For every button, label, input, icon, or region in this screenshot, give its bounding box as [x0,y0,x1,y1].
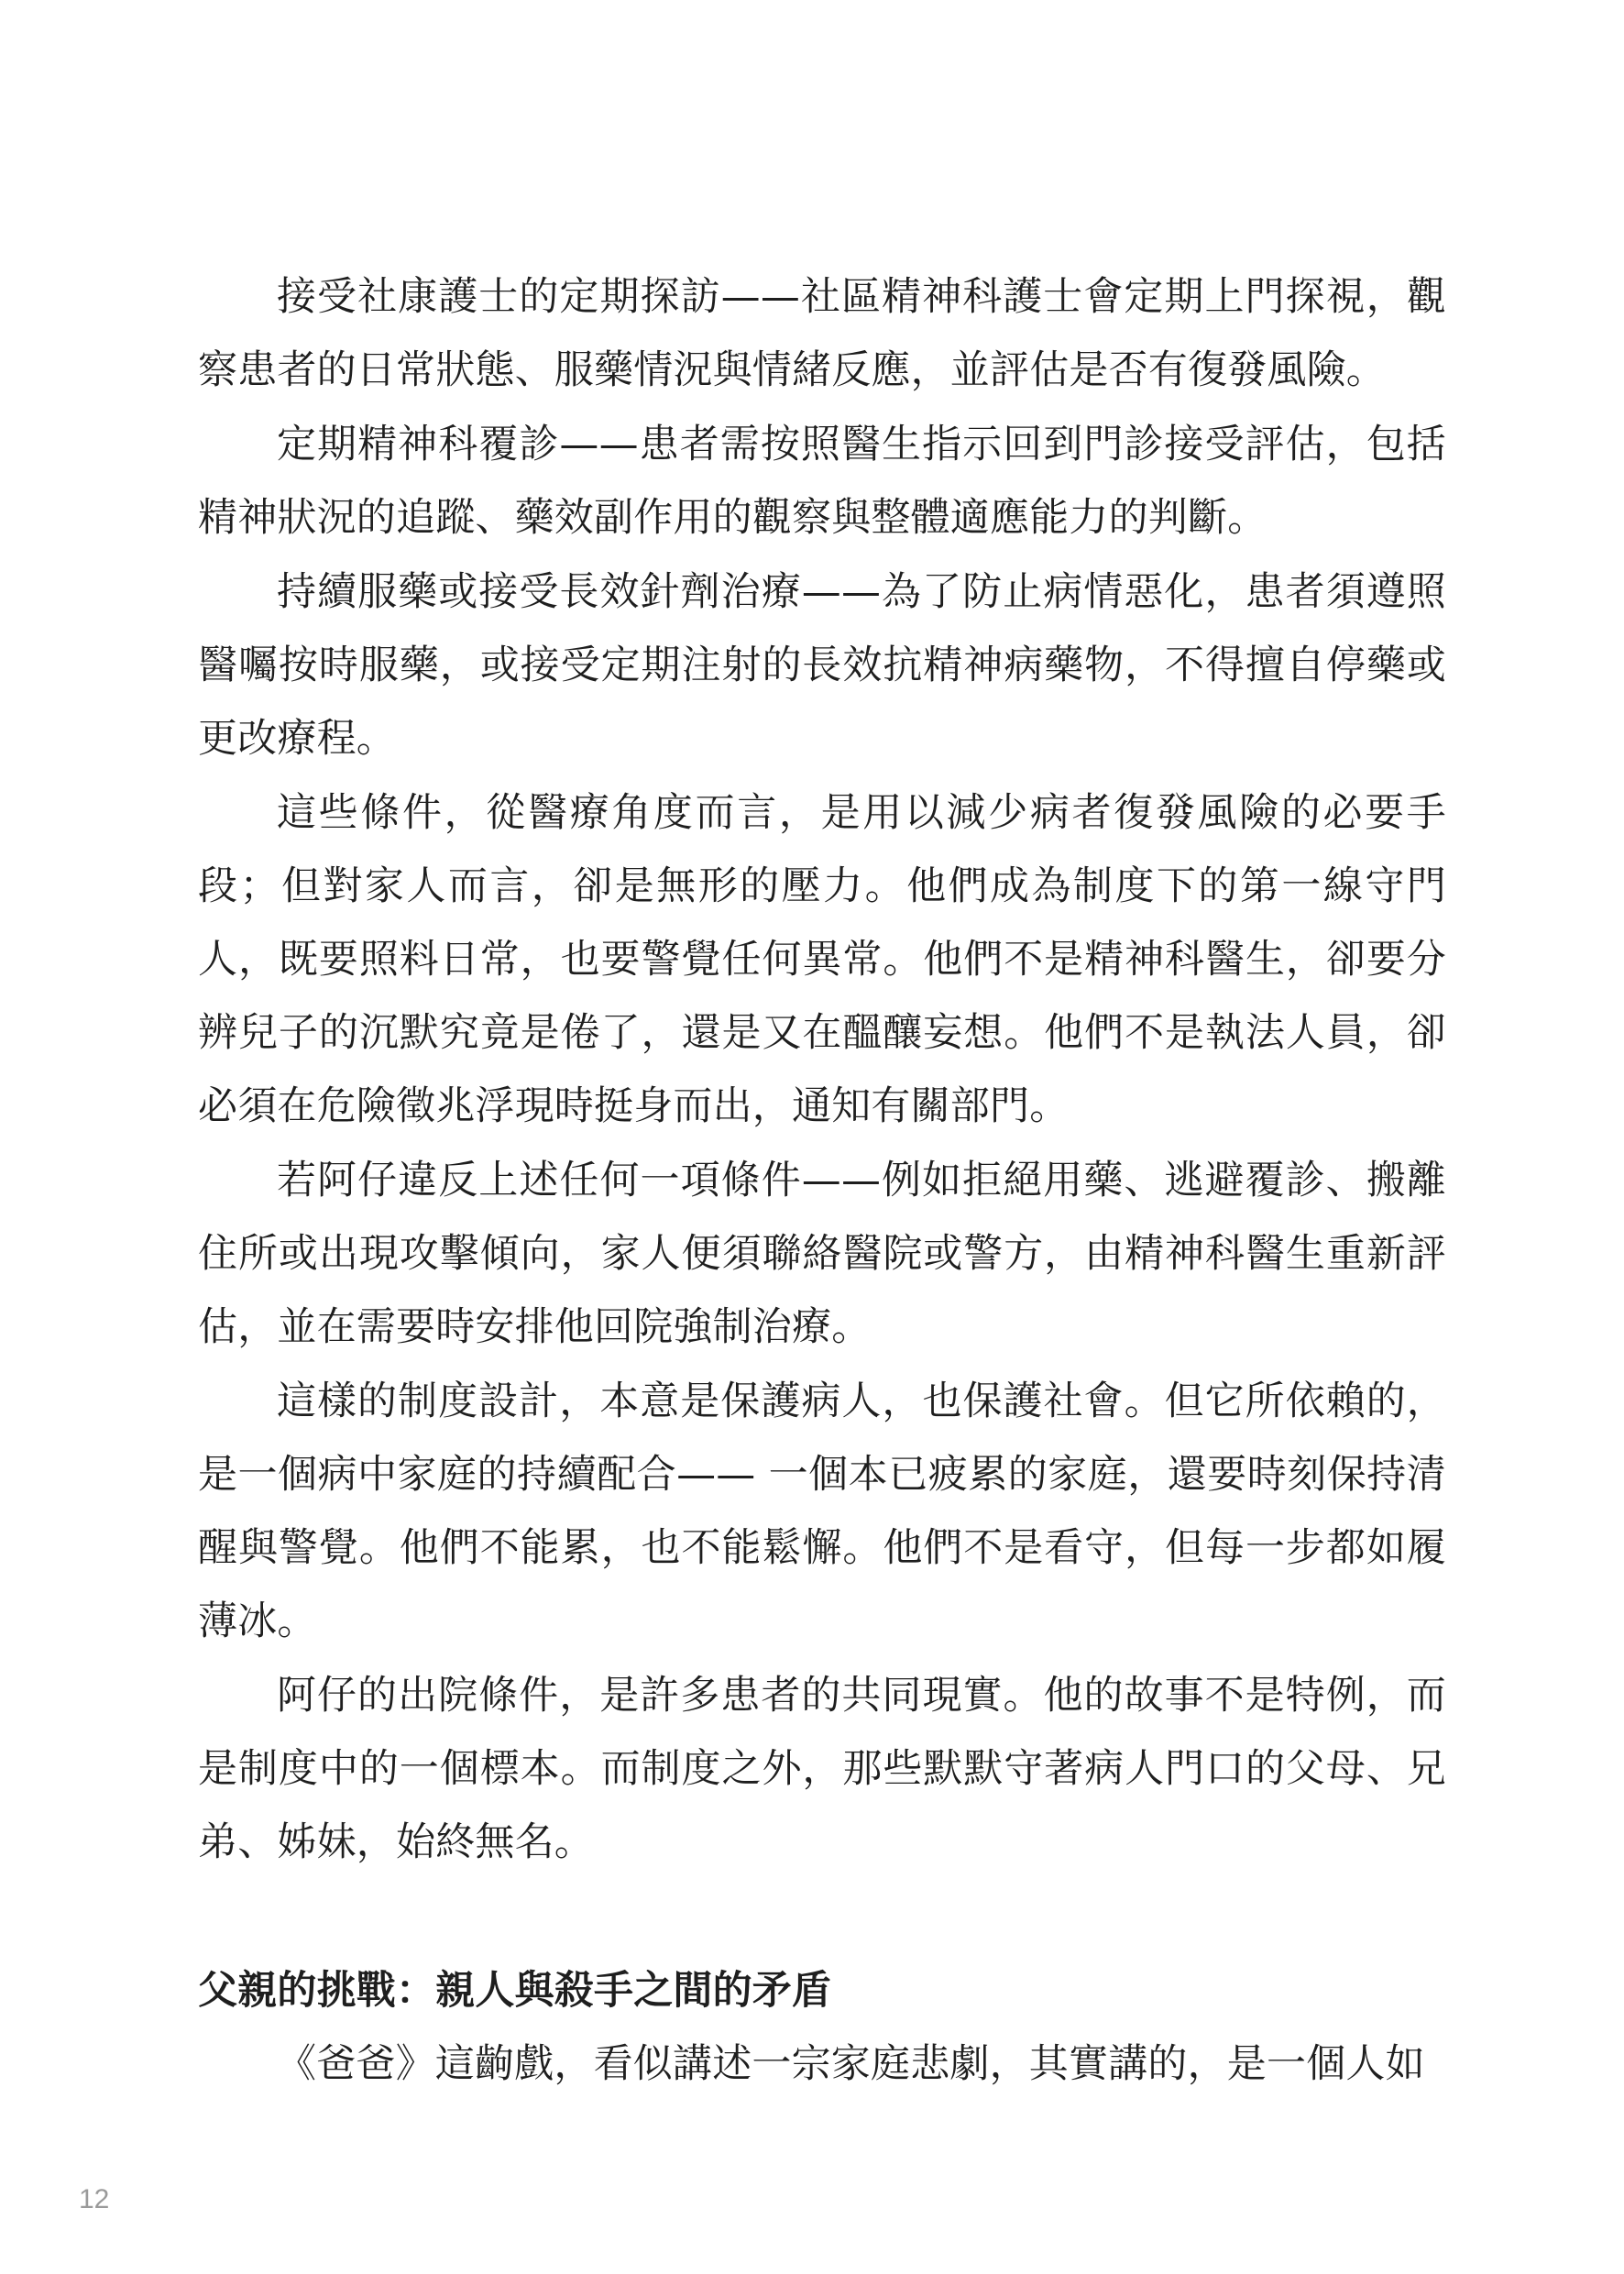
section-heading: 父親的挑戰：親人與殺手之間的矛盾 [198,1968,832,2014]
paragraph-follow-up: 定期精神科覆診——患者需按照醫生指示回到門診接受評估，包括精神狀況的追蹤、藥效副作用的觀察與整體適應能力的判斷。 [198,422,1446,541]
paragraph-violation: 若阿仔違反上述任何一項條件——例如拒絕用藥、逃避覆診、搬離住所或出現攻擊傾向，家人便須聯絡醫院或警方，由精神科醫生重新評估，並在需要時安排他回院強制治療。 [198,1158,1446,1350]
paragraph-system-design: 這樣的制度設計，本意是保護病人，也保護社會。但它所依賴的，是一個病中家庭的持續配合—— 一個本已疲累的家庭，還要時刻保持清醒與警覺。他們不能累，也不能鬆懈。他們不是看守，但每一步都如履薄冰。 [198,1379,1446,1644]
paragraph-family-pressure: 這些條件，從醫療角度而言，是用以減少病者復發風險的必要手段；但對家人而言，卻是無形的壓力。他們成為制度下的第一線守門人，既要照料日常，也要警覺任何異常。他們不是精神科醫生，卻要分辨兒子的沉默究竟是倦了，還是又在醞釀妄想。他們不是執法人員，卻必須在危險徵兆浮現時挺身而出，通知有關部門。 [198,790,1446,1129]
body-text [198,260,1446,2102]
paragraph-medication: 持續服藥或接受長效針劑治療——為了防止病情惡化，患者須遵照醫囑按時服藥，或接受定期注射的長效抗精神病藥物，不得擅自停藥或更改療程。 [198,569,1446,762]
paragraph-section-intro: 《爸爸》這齣戲，看似講述一宗家庭悲劇，其實講的，是一個人如 [277,2041,1425,2087]
page-number: 12 [79,2184,110,2214]
paragraph-nurse-visits: 接受社康護士的定期探訪——社區精神科護士會定期上門探視，觀察患者的日常狀態、服藥情況與情緒反應，並評估是否有復發風險。 [198,274,1446,393]
paragraph-reality: 阿仔的出院條件，是許多患者的共同現實。他的故事不是特例，而是制度中的一個標本。而制度之外，那些默默守著病人門口的父母、兄弟、姊妹，始終無名。 [198,1673,1446,1865]
